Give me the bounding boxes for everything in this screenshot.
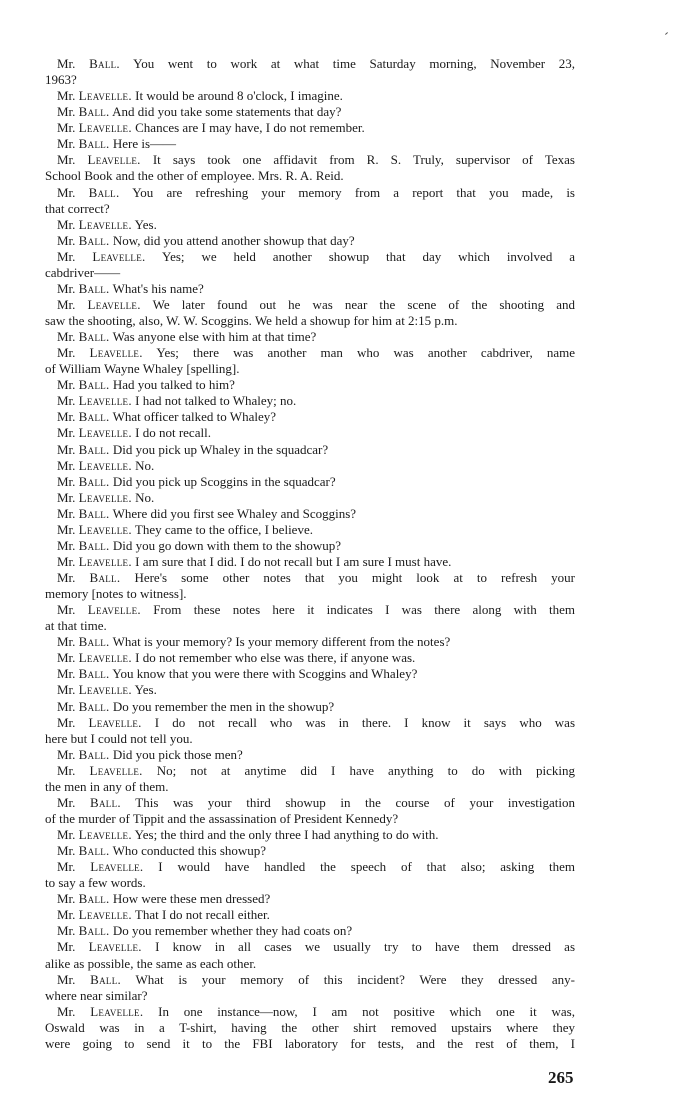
- line-text: I do not recall.: [135, 425, 211, 441]
- line-text: What is your memory? Is your memory different from the notes?: [112, 634, 451, 650]
- text-line: [45, 474, 575, 490]
- speaker-label: Mr. Leavelle.: [57, 907, 132, 923]
- line-text: of the murder of Tippit and the assassination of President Kennedy?: [45, 810, 399, 826]
- line-text: What officer talked to Whaley?: [112, 409, 276, 425]
- testimony-paragraph: [45, 442, 575, 458]
- text-line: [45, 490, 575, 506]
- testimony-paragraph: [45, 56, 575, 88]
- text-line: [45, 425, 575, 441]
- speaker-label: Mr. Leavelle.: [57, 682, 132, 698]
- speaker-label: Mr. Ball.: [57, 971, 122, 987]
- speaker-label: Mr. Ball.: [57, 698, 110, 714]
- speaker-label: Mr. Ball.: [57, 104, 110, 120]
- speaker-label: Mr. Ball.: [57, 666, 110, 682]
- speaker-label: Mr. Ball.: [57, 570, 121, 585]
- testimony-paragraph: [45, 972, 575, 1004]
- testimony-paragraph: [45, 939, 575, 971]
- line-text: Was anyone else with him at that time?: [112, 329, 317, 345]
- text-line: [45, 56, 575, 72]
- speaker-label: Mr. Leavelle.: [57, 827, 132, 842]
- testimony-paragraph: [45, 185, 575, 217]
- page-number: 265: [548, 1068, 574, 1087]
- line-text: Here's some other notes that you might look at to refresh your: [134, 570, 576, 585]
- testimony-paragraph: [45, 795, 575, 827]
- text-line: [45, 666, 575, 682]
- line-text: What is your memory of this incident? Were they dressed any-: [135, 971, 576, 987]
- speaker-label: Mr. Ball.: [57, 473, 110, 489]
- testimony-paragraph: [45, 891, 575, 907]
- testimony-paragraph: [45, 104, 575, 120]
- testimony-paragraph: [45, 297, 575, 329]
- text-line: [45, 104, 575, 120]
- text-line: [45, 297, 575, 313]
- speaker-label: Mr. Leavelle.: [57, 489, 132, 505]
- text-line: [45, 956, 575, 972]
- speaker-label: Mr. Leavelle.: [57, 1003, 144, 1019]
- text-line: [45, 634, 575, 650]
- line-text: Do you remember the men in the showup?: [112, 698, 335, 714]
- text-line: [45, 972, 575, 988]
- speaker-label: Mr. Ball.: [57, 280, 110, 296]
- text-line: [45, 586, 575, 602]
- text-line: [45, 859, 575, 875]
- line-text: to say a few words.: [45, 875, 146, 891]
- speaker-label: Mr. Ball.: [57, 891, 110, 907]
- text-line: [45, 152, 575, 168]
- testimony-paragraph: [45, 88, 575, 104]
- line-text: That I do not recall either.: [134, 907, 270, 923]
- testimony-paragraph: [45, 827, 575, 843]
- speaker-label: Mr. Ball.: [57, 184, 120, 200]
- speaker-label: Mr. Ball.: [57, 232, 110, 248]
- text-line: [45, 602, 575, 618]
- speaker-label: Mr. Ball.: [57, 377, 110, 393]
- line-text: Had you talked to him?: [112, 377, 235, 393]
- speaker-label: Mr. Leavelle.: [57, 216, 132, 232]
- text-line: [45, 265, 575, 281]
- testimony-paragraph: [45, 907, 575, 923]
- text-line: [45, 120, 575, 136]
- text-line: [45, 715, 575, 731]
- text-line: [45, 72, 575, 88]
- text-line: [45, 988, 575, 1004]
- speaker-label: Mr. Leavelle.: [57, 88, 132, 104]
- testimony-paragraph: [45, 345, 575, 377]
- speaker-label: Mr. Ball.: [57, 505, 110, 521]
- text-line: [45, 779, 575, 795]
- text-line: [45, 377, 575, 393]
- line-text: Here is——: [112, 136, 177, 152]
- speaker-label: Mr. Ball.: [57, 441, 110, 457]
- line-text: were going to send it to the FBI laboratory for tests, and the rest of them, I: [45, 1035, 575, 1051]
- text-line: [45, 731, 575, 747]
- line-text: Yes; the third and the only three I had anything to do with.: [134, 827, 439, 842]
- line-text: I do not recall who was in there. I know it says who was: [154, 714, 575, 730]
- line-text: memory [notes to witness].: [45, 586, 187, 602]
- line-text: Where did you first see Whaley and Scoggins?: [112, 505, 357, 521]
- line-text: that correct?: [45, 200, 110, 216]
- testimony-paragraph: [45, 152, 575, 184]
- text-line: [45, 168, 575, 184]
- speaker-label: Mr. Leavelle.: [57, 521, 132, 537]
- line-text: No.: [135, 489, 155, 505]
- speaker-label: Mr. Ball.: [57, 329, 110, 345]
- line-text: Now, did you attend another showup that day?: [112, 232, 355, 248]
- text-line: [45, 281, 575, 297]
- line-text: How were these men dressed?: [112, 891, 271, 907]
- text-line: [45, 345, 575, 361]
- speaker-label: Mr. Leavelle.: [57, 120, 132, 136]
- line-text: I had not talked to Whaley; no.: [135, 393, 297, 409]
- testimony-paragraph: [45, 281, 575, 297]
- text-line: [45, 329, 575, 345]
- speaker-label: Mr. Leavelle.: [57, 714, 142, 730]
- testimony-paragraph: [45, 554, 575, 570]
- text-line: [45, 201, 575, 217]
- testimony-paragraph: [45, 538, 575, 554]
- speaker-label: Mr. Ball.: [57, 794, 121, 810]
- line-text: where near similar?: [45, 987, 148, 1003]
- speaker-label: Mr. Leavelle.: [57, 859, 144, 875]
- speaker-label: Mr. Leavelle.: [57, 393, 132, 409]
- testimony-paragraph: [45, 602, 575, 634]
- text-line: [45, 699, 575, 715]
- line-text: You know that you were there with Scoggins and Whaley?: [112, 666, 418, 682]
- speaker-label: Mr. Leavelle.: [57, 152, 141, 168]
- testimony-paragraph: [45, 747, 575, 763]
- line-text: Yes.: [134, 682, 157, 698]
- line-text: In one instance—now, I am not positive which one it was,: [158, 1003, 575, 1019]
- speaker-label: Mr. Leavelle.: [57, 602, 141, 618]
- line-text: They came to the office, I believe.: [134, 521, 313, 537]
- line-text: Oswald was in a T-shirt, having the other shirt removed upstairs where they: [45, 1019, 575, 1035]
- testimony-paragraph: [45, 136, 575, 152]
- text-line: [45, 795, 575, 811]
- testimony-paragraph: [45, 409, 575, 425]
- testimony-paragraph: [45, 763, 575, 795]
- line-text: Do you remember whether they had coats on?: [112, 923, 353, 939]
- text-line: [45, 136, 575, 152]
- line-text: This was your third showup in the course of your investigation: [135, 794, 576, 810]
- text-line: [45, 217, 575, 233]
- speaker-label: Mr. Leavelle.: [57, 650, 132, 666]
- text-line: [45, 554, 575, 570]
- testimony-paragraph: [45, 570, 575, 602]
- testimony-paragraph: [45, 233, 575, 249]
- line-text: From these notes here it indicates I was there along with them: [153, 602, 576, 618]
- line-text: cabdriver——: [45, 264, 121, 280]
- text-line: [45, 506, 575, 522]
- text-line: [45, 233, 575, 249]
- text-line: [45, 650, 575, 666]
- testimony-paragraph: [45, 506, 575, 522]
- transcript-body: [45, 56, 575, 1052]
- speaker-label: Mr. Leavelle.: [57, 296, 141, 312]
- speaker-label: Mr. Leavelle.: [57, 345, 143, 361]
- testimony-paragraph: [45, 859, 575, 891]
- testimony-paragraph: [45, 329, 575, 345]
- line-text: Yes.: [134, 216, 157, 232]
- line-text: Chances are I may have, I do not remember.: [135, 120, 365, 136]
- line-text: Did you pick up Scoggins in the squadcar?: [112, 473, 336, 489]
- text-line: [45, 682, 575, 698]
- text-line: [45, 923, 575, 939]
- testimony-paragraph: [45, 682, 575, 698]
- speaker-label: Mr. Ball.: [57, 746, 110, 762]
- line-text: And did you take some statements that day?: [112, 104, 342, 120]
- text-line: [45, 939, 575, 955]
- text-line: [45, 763, 575, 779]
- speaker-label: Mr. Ball.: [57, 409, 110, 425]
- text-line: [45, 88, 575, 104]
- line-text: I do not remember who else was there, if anyone was.: [135, 650, 416, 666]
- testimony-paragraph: [45, 923, 575, 939]
- testimony-paragraph: [45, 666, 575, 682]
- line-text: the men in any of them.: [45, 778, 169, 794]
- testimony-paragraph: [45, 650, 575, 666]
- line-text: It would be around 8 o'clock, I imagine.: [135, 88, 343, 104]
- line-text: saw the shooting, also, W. W. Scoggins. We held a showup for him at 2:15 p.m.: [45, 313, 458, 328]
- text-line: [45, 1004, 575, 1020]
- line-text: It says took one affidavit from R. S. Truly, supervisor of Texas: [152, 152, 575, 168]
- testimony-paragraph: [45, 715, 575, 747]
- text-line: [45, 827, 575, 843]
- speaker-label: Mr. Leavelle.: [57, 457, 132, 473]
- speaker-label: Mr. Leavelle.: [57, 425, 132, 441]
- line-text: 1963?: [45, 72, 77, 88]
- text-line: [45, 747, 575, 763]
- testimony-paragraph: [45, 120, 575, 136]
- text-line: [45, 907, 575, 923]
- line-text: I would have handled the speech of that also; asking them: [158, 859, 576, 875]
- line-text: No; not at anytime did I have anything to do with picking: [156, 762, 576, 778]
- text-line: [45, 843, 575, 859]
- testimony-paragraph: [45, 474, 575, 490]
- testimony-paragraph: [45, 425, 575, 441]
- line-text: No.: [135, 457, 155, 473]
- text-line: [45, 522, 575, 538]
- testimony-paragraph: [45, 377, 575, 393]
- text-line: [45, 618, 575, 634]
- line-text: You went to work at what time Saturday morning, November 23,: [133, 56, 576, 71]
- speaker-label: Mr. Ball.: [57, 923, 110, 939]
- scan-mark: [665, 32, 668, 35]
- testimony-paragraph: [45, 217, 575, 233]
- text-line: [45, 538, 575, 554]
- text-line: [45, 185, 575, 201]
- speaker-label: Mr. Ball.: [57, 56, 120, 71]
- speaker-label: Mr. Leavelle.: [57, 553, 132, 569]
- line-text: You are refreshing your memory from a report that you made, is: [132, 184, 575, 200]
- line-text: here but I could not tell you.: [45, 730, 193, 746]
- line-text: Yes; we held another showup that day which involved a: [162, 248, 576, 264]
- text-line: [45, 249, 575, 265]
- line-text: I know in all cases we usually try to have them dressed as: [155, 939, 576, 955]
- line-text: We later found out he was near the scene of the shooting and: [152, 296, 576, 312]
- line-text: at that time.: [45, 618, 107, 634]
- line-text: of William Wayne Whaley [spelling].: [45, 361, 240, 377]
- text-line: [45, 811, 575, 827]
- text-line: [45, 313, 575, 329]
- line-text: School Book and the other of employee. Mrs. R. A. Reid.: [45, 168, 344, 184]
- text-line: [45, 409, 575, 425]
- line-text: Did you go down with them to the showup?: [112, 537, 342, 553]
- testimony-paragraph: [45, 522, 575, 538]
- text-line: [45, 458, 575, 474]
- testimony-paragraph: [45, 843, 575, 859]
- line-text: Did you pick up Whaley in the squadcar?: [112, 441, 329, 457]
- line-text: alike as possible, the same as each other.: [45, 955, 257, 971]
- speaker-label: Mr. Ball.: [57, 634, 110, 650]
- speaker-label: Mr. Leavelle.: [57, 248, 146, 264]
- speaker-label: Mr. Ball.: [57, 136, 110, 152]
- speaker-label: Mr. Ball.: [57, 843, 110, 859]
- text-line: [45, 1036, 575, 1052]
- text-line: [45, 875, 575, 891]
- speaker-label: Mr. Ball.: [57, 537, 110, 553]
- testimony-paragraph: [45, 1004, 575, 1052]
- testimony-paragraph: [45, 249, 575, 281]
- line-text: Yes; there was another man who was another cabdriver, name: [156, 345, 575, 361]
- testimony-paragraph: [45, 393, 575, 409]
- text-line: [45, 393, 575, 409]
- testimony-paragraph: [45, 634, 575, 650]
- text-line: [45, 891, 575, 907]
- line-text: Did you pick those men?: [112, 746, 243, 762]
- testimony-paragraph: [45, 699, 575, 715]
- speaker-label: Mr. Leavelle.: [57, 762, 143, 778]
- text-line: [45, 361, 575, 377]
- text-line: [45, 1020, 575, 1036]
- line-text: I am sure that I did. I do not recall but I am sure I must have.: [135, 553, 452, 569]
- text-line: [45, 442, 575, 458]
- testimony-paragraph: [45, 458, 575, 474]
- text-line: [45, 570, 575, 586]
- speaker-label: Mr. Leavelle.: [57, 939, 142, 955]
- testimony-paragraph: [45, 490, 575, 506]
- line-text: What's his name?: [112, 280, 204, 296]
- line-text: Who conducted this showup?: [112, 843, 267, 859]
